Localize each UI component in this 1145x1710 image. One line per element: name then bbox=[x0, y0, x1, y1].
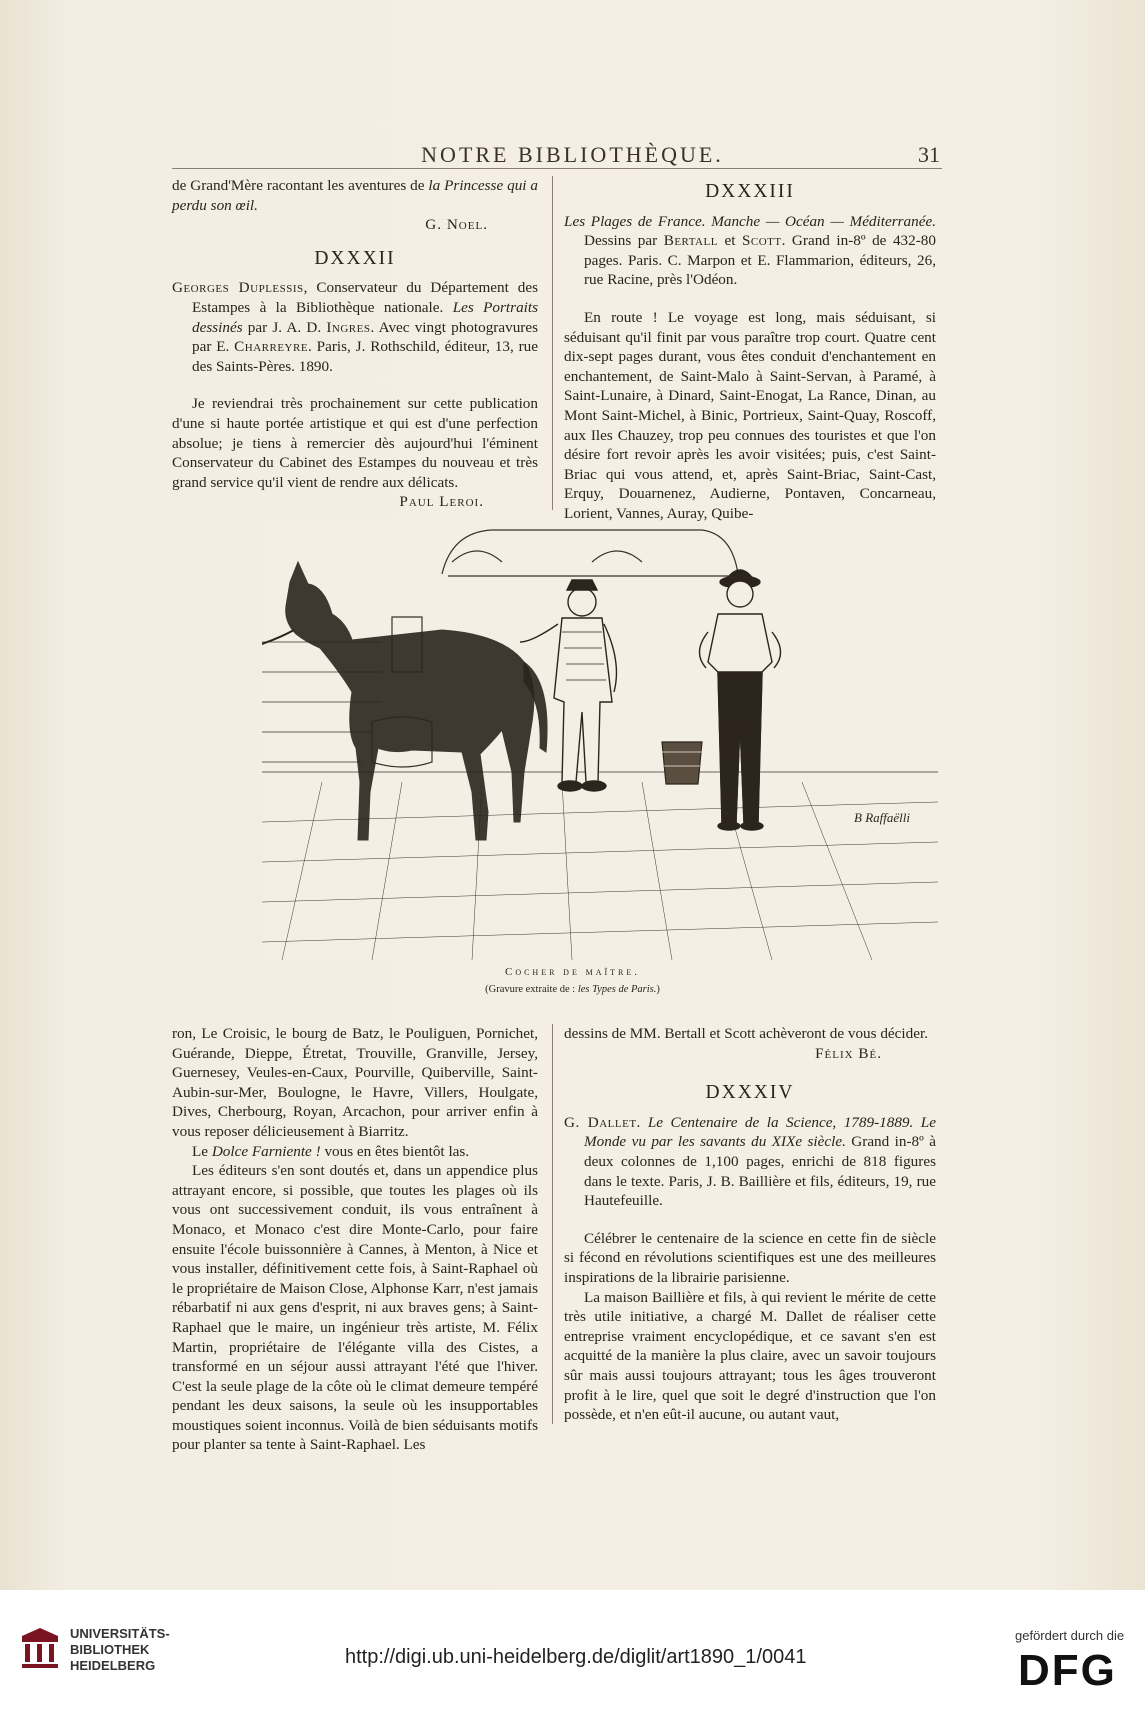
paragraph: ron, Le Croisic, le bourg de Batz, le Pouliguen, Pornichet, Guérande, Dieppe, Étretat, Trouville, Granville, Jersey, Guernesey, Veules-en-Caux, Pourville, Quiberville, Saint-Aubin-sur-Mer, Boulogne, le Havre, Villers, Houlgate, Dives, Cherbourg, Royan, Arcachon, pour arriver enfin à vous reposer délicieusement à Biarritz. bbox=[172, 1025, 538, 1140]
funding-note: gefördert durch die bbox=[1015, 1628, 1125, 1643]
header-rule bbox=[172, 168, 942, 169]
paragraph: La maison Baillière et fils, à qui revient le mérite de cette très utile initiative, a chargé M. Dallet de réaliser cette entreprise vraiment encyclopédique, et ce savant s'en est acquitté de la manière la plus claire, avec un savoir toujours sûr mais aussi toujours attrayant; tous les âges trouveront profit à le lire, quel que soit le degré d'instruction que l'on possède, et n'en eût-il aucune, ou autant vaut, bbox=[564, 1288, 936, 1424]
right-column-top bbox=[564, 176, 936, 524]
right-column-bottom bbox=[564, 1024, 936, 1425]
library-logo-icon bbox=[20, 1626, 60, 1670]
engraving-illustration bbox=[262, 522, 938, 960]
signature-leroi: Paul Leroi. bbox=[399, 493, 484, 511]
section-heading-dxxxiii: DXXXIII bbox=[705, 181, 795, 202]
left-column-top bbox=[172, 176, 538, 512]
paragraph: Le Dolce Farniente ! vous en êtes bientôt las. bbox=[192, 1142, 470, 1160]
bibliographic-entry: Georges Duplessis, Conservateur du Département des Estampes à la Bibliothèque nationale. Les Portraits dessinés par J. A. D. Ingres. Avec vingt photogravures par E. Charreyre. Paris, J. Rothschild, éditeur, 13, rue des Saints-Pères. 1890. bbox=[172, 279, 539, 375]
bibliographic-entry: Les Plages de France. Manche — Océan — Méditerranée. Dessins par Bertall et Scott. Grand in-8º de 432-80 pages. Paris. C. Marpon et E. Flammarion, éditeurs, 26, rue Racine, près l'Odéon. bbox=[564, 212, 936, 289]
dfg-logo: DFG bbox=[1018, 1646, 1117, 1695]
paragraph: Les éditeurs s'en sont doutés et, dans un appendice plus attrayant encore, si possible, que toutes les plages où ils vous ont successivement conduit, ils vous entraînent à Monaco, et Monaco c'est dire Monte-Carlo, pour faire ensuite l'école buissonnière à Cannes, à Menton, à Nice et vous installer, définitivement cette fois, à Saint-Raphael où le propriétaire de Maison Close, Alphonse Karr, n'est jamais rébarbatif ni aux gens d'esprit, ni aux braves gens; à Saint-Raphael que le maire, un ingénieur très artiste, M. Félix Martin, propriétaire de l'élégante villa des Cistes, a transformé en un séjour aussi attrayant l'été que l'hiver. C'est la seule plage de la côte où le climat demeure tempéré pendant les deux saisons, la seule où les insupportables moustiques soient inconnus. Voilà de bien séduisants motifs pour planter sa tente à Saint-Raphael. Les bbox=[172, 1162, 538, 1454]
figure-source: (Gravure extraite de : les Types de Paris.) bbox=[485, 984, 660, 995]
viewer-footer bbox=[0, 1590, 1145, 1710]
library-name: UNIVERSITÄTS- BIBLIOTHEK HEIDELBERG bbox=[70, 1626, 170, 1673]
running-title: NOTRE BIBLIOTHÈQUE. bbox=[421, 142, 724, 167]
section-heading-dxxxii: DXXXII bbox=[314, 247, 396, 269]
column-divider-top bbox=[552, 176, 553, 510]
left-column-bottom bbox=[172, 1024, 538, 1455]
bibliographic-entry: G. Dallet. Le Centenaire de la Science, 1789-1889. Le Monde vu par les savants du XIXe siècle. Grand in-8º à deux colonnes de 1,100 pages, enrichi de 818 figures dans le texte. Paris, J. B. Baillière et fils, éditeurs, 19, rue Hautefeuille. bbox=[564, 1113, 936, 1210]
page-number: 31 bbox=[918, 142, 940, 167]
signature-be: Félix Bé. bbox=[815, 1044, 882, 1062]
signature-noel: G. Noel. bbox=[425, 216, 488, 234]
permalink-url[interactable]: http://digi.ub.uni-heidelberg.de/diglit/art1890_1/0041 bbox=[345, 1646, 807, 1668]
column-divider-bottom bbox=[552, 1024, 553, 1424]
continued-text: de Grand'Mère racontant les aventures de la Princesse qui a perdu son œil. bbox=[172, 177, 539, 214]
figure-caption: Cocher de maître. bbox=[504, 966, 641, 978]
review-paragraph: En route ! Le voyage est long, mais séduisant, si séduisant qu'il finit par vous paraître trop court. Quatre cent dix-sept pages durant, vous êtes conduit d'enchantement en enchantement, de Saint-Malo à Saint-Servan, à Paramé, à Saint-Lunaire, à Dinard, Saint-Enogat, La Rance, Dinan, au Mont Saint-Michel, à Binic, Portrieux, Saint-Quay, Roscoff, aux Iles Chauzey, trop peu connues des touristes et que l'on désire fort revoir après les avoir visitées; puis, c'est Saint-Briac qui vous attend, et, après Saint-Briac, Saint-Cast, Erquy, Douarnenez, Audierne, Pontaven, Concarneau, Lorient, Vannes, Auray, Quibe- bbox=[564, 308, 936, 522]
section-heading-dxxxiv: DXXXIV bbox=[705, 1082, 795, 1104]
paragraph: dessins de MM. Bertall et Scott achèveront de vous décider. bbox=[564, 1025, 928, 1042]
review-paragraph: Je reviendrai très prochainement sur cette publication d'une si haute portée artistique et qui est d'une perfection absolue; je tiens à remercier dès aujourd'hui l'éminent Conservateur du Cabinet des Estampes du nouveau et très grand service qu'il vient de rendre aux délicats. bbox=[172, 395, 538, 491]
paragraph: Célébrer le centenaire de la science en cette fin de siècle si fécond en révolutions scientifiques est une des meilleures inspirations de la librairie parisienne. bbox=[564, 1229, 936, 1286]
engraving-signature: B Raffaëlli bbox=[854, 810, 910, 825]
